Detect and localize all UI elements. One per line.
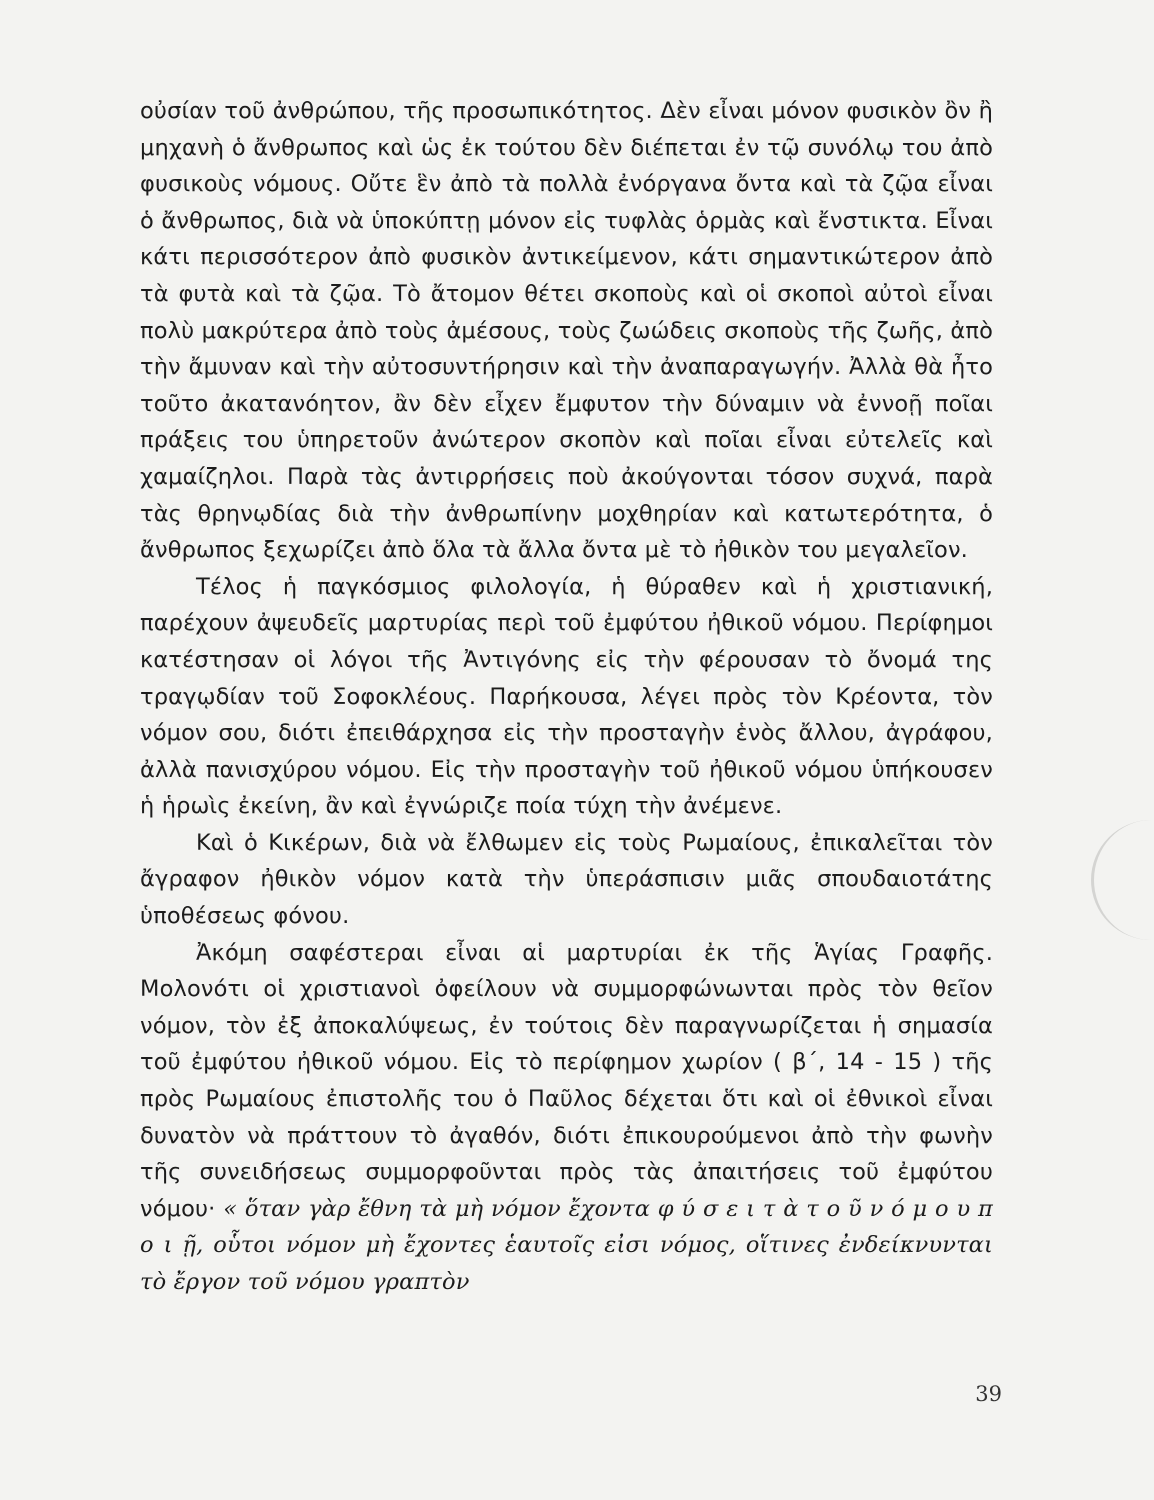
paragraph-4: [140, 935, 993, 1301]
page-number: 39: [975, 1382, 1002, 1406]
body-text: [140, 93, 993, 1301]
scripture-quote: « ὅταν γὰρ ἔθνη τὰ μὴ νόμον ἔχοντα φ ύ σ ε ι τ ὰ τ ο ῦ ν ό μ ο υ π ο ι ῇ, οὗτοι νόμον μὴ ἔχοντες ἑαυτοῖς εἰσι νόμος, οἵτινες ἐνδείκνυνται τὸ ἔργον τοῦ νόμου γραπτὸν: [140, 1195, 993, 1295]
paragraph-3: Καὶ ὁ Κικέρων, διὰ νὰ ἔλθωμεν εἰς τοὺς Ρωμαίους, ἐπικαλεῖται τὸν ἄγραφον ἠθικὸν νόμον κατὰ τὴν ὑπεράσπισιν μιᾶς σπουδαιοτάτης ὑποθέσεως φόνου.: [140, 829, 993, 930]
paragraph-2: Τέλος ἡ παγκόσμιος φιλολογία, ἡ θύραθεν καὶ ἡ χριστιανική, παρέχουν ἀψευδεῖς μαρτυρίας περὶ τοῦ ἐμφύτου ἠθικοῦ νόμου. Περίφημοι κατέστησαν οἱ λόγοι τῆς Ἀντιγόνης εἰς τὴν φέρουσαν τὸ ὄνομά της τραγῳδίαν τοῦ Σοφοκλέους. Παρήκουσα, λέγει πρὸς τὸν Κρέοντα, τὸν νόμον σου, διότι ἐπειθάρχησα εἰς τὴν προσταγὴν ἑνὸς ἄλλου, ἀγράφου, ἀλλὰ πανισχύρου νόμου. Εἰς τὴν προσταγὴν τοῦ ἠθικοῦ νόμου ὑπήκουσεν ἡ ἡρωὶς ἐκείνη, ἂν καὶ ἐγνώριζε ποία τύχη τὴν ἀνέμενε.: [140, 573, 993, 820]
paragraph-1: οὐσίαν τοῦ ἀνθρώπου, τῆς προσωπικότητος. Δὲν εἶναι μόνον φυσικὸν ὂν ἢ μηχανὴ ὁ ἄνθρωπος καὶ ὡς ἐκ τούτου δὲν διέπεται ἐν τῷ συνόλῳ του ἀπὸ φυσικοὺς νόμους. Οὔτε ἓν ἀπὸ τὰ πολλὰ ἐνόργανα ὄντα καὶ τὰ ζῷα εἶναι ὁ ἄνθρωπος, διὰ νὰ ὑποκύπτῃ μόνον εἰς τυφλὰς ὁρμὰς καὶ ἔνστικτα. Εἶναι κάτι περισσότερον ἀπὸ φυσικὸν ἀντικείμενον, κάτι σημαντικώτερον ἀπὸ τὰ φυτὰ καὶ τὰ ζῷα. Τὸ ἄτομον θέτει σκοποὺς καὶ οἱ σκοποὶ αὐτοὶ εἶναι πολὺ μακρύτερα ἀπὸ τοὺς ἀμέσους, τοὺς ζωώδεις σκοποὺς τῆς ζωῆς, ἀπὸ τὴν ἄμυναν καὶ τὴν αὐτοσυντήρησιν καὶ τὴν ἀναπαραγωγήν. Ἀλλὰ θὰ ἦτο τοῦτο ἀκατανόητον, ἂν δὲν εἶχεν ἔμφυτον τὴν δύναμιν νὰ ἐννοῇ ποῖαι πράξεις του ὑπηρετοῦν ἀνώτερον σκοπὸν καὶ ποῖαι εἶναι εὐτελεῖς καὶ χαμαίζηλοι. Παρὰ τὰς ἀντιρρήσεις ποὺ ἀκούγονται τόσον συχνά, παρὰ τὰς θρηνῳδίας διὰ τὴν ἀνθρωπίνην μοχθηρίαν καὶ κατωτερότητα, ὁ ἄνθρωπος ξεχωρίζει ἀπὸ ὅλα τὰ ἄλλα ὄντα μὲ τὸ ἠθικὸν του μεγαλεῖον.: [140, 98, 993, 564]
scan-margin-mark: [1091, 820, 1154, 940]
paragraph-4-text: Ἀκόμη σαφέστεραι εἶναι αἱ μαρτυρίαι ἐκ τῆς Ἁγίας Γραφῆς. Μολονότι οἱ χριστιανοὶ ὀφείλουν νὰ συμμορφώνωνται πρὸς τὸν θεῖον νόμον, τὸν ἐξ ἀποκαλύψεως, ἐν τούτοις δὲν παραγνωρίζεται ἡ σημασία τοῦ ἐμφύτου ἠθικοῦ νόμου. Εἰς τὸ περίφημον χωρίον ( β΄, 14 - 15 ) τῆς πρὸς Ρωμαίους ἐπιστολῆς του ὁ Παῦλος δέχεται ὅτι καὶ οἱ ἐθνικοὶ εἶναι δυνατὸν νὰ πράττουν τὸ ἀγαθόν, διότι ἐπικουρούμενοι ἀπὸ τὴν φωνὴν τῆς συνειδήσεως συμμορφοῦνται πρὸς τὰς ἀπαιτήσεις τοῦ ἐμφύτου νόμου·: [140, 939, 993, 1222]
